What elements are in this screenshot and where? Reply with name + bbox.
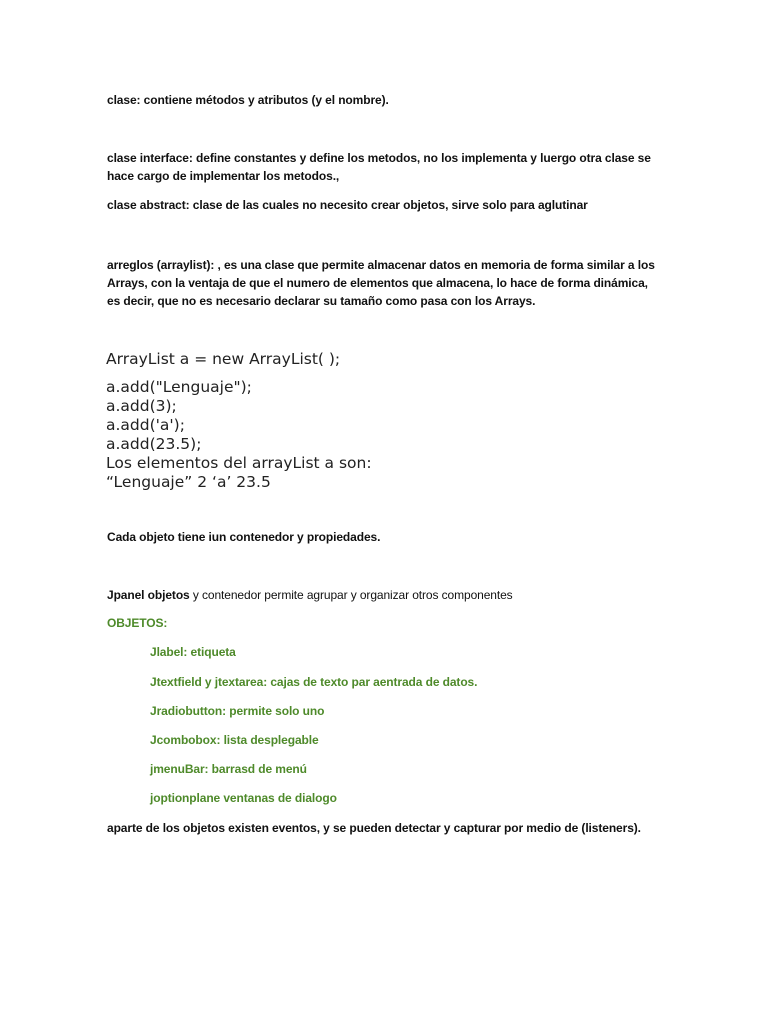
- paragraph-cada-objeto: Cada objeto tiene iun contenedor y propiedades.: [107, 530, 381, 544]
- objetos-heading: OBJETOS:: [107, 616, 168, 630]
- objetos-item-jmenubar: jmenuBar: barrasd de menú: [150, 762, 307, 776]
- jpanel-bold-text: Jpanel objetos: [107, 588, 190, 602]
- paragraph-arreglos-line-2: Arrays, con la ventaja de que el numero de elementos que almacena, lo hace de forma dinámica,: [107, 276, 648, 290]
- paragraph-arreglos-line-1: arreglos (arraylist): , es una clase que permite almacenar datos en memoria de forma similar a los: [107, 258, 655, 272]
- code-elements-values: “Lenguaje” 2 ‘a’ 23.5: [106, 473, 271, 491]
- paragraph-clase: clase: contiene métodos y atributos (y el nombre).: [107, 93, 389, 107]
- code-add-3: a.add(3);: [106, 397, 177, 415]
- objetos-item-jradiobutton: Jradiobutton: permite solo uno: [150, 704, 325, 718]
- paragraph-arreglos-line-3: es decir, que no es necesario declarar su tamaño como pasa con los Arrays.: [107, 294, 536, 308]
- objetos-item-jlabel: Jlabel: etiqueta: [150, 645, 236, 659]
- objetos-item-jtextfield: Jtextfield y jtextarea: cajas de texto par aentrada de datos.: [150, 675, 478, 689]
- code-elements-label: Los elementos del arrayList a son:: [106, 454, 372, 472]
- code-add-23-5: a.add(23.5);: [106, 435, 202, 453]
- jpanel-rest-text: y contenedor permite agrupar y organizar otros componentes: [189, 588, 513, 602]
- paragraph-jpanel: [107, 586, 513, 604]
- objetos-item-jcombobox: Jcombobox: lista desplegable: [150, 733, 319, 747]
- code-add-a: a.add('a');: [106, 416, 185, 434]
- paragraph-interface-line-2: hace cargo de implementar los metodos.,: [107, 169, 340, 183]
- code-add-lenguaje: a.add("Lenguaje");: [106, 378, 252, 396]
- paragraph-interface-line-1: clase interface: define constantes y define los metodos, no los implementa y luergo otra clase se: [107, 151, 651, 165]
- code-declaration: ArrayList a = new ArrayList( );: [106, 350, 341, 368]
- objetos-item-joptionplane: joptionplane ventanas de dialogo: [150, 791, 337, 805]
- paragraph-eventos: aparte de los objetos existen eventos, y se pueden detectar y capturar por medio de (listeners).: [107, 821, 641, 835]
- paragraph-abstract: clase abstract: clase de las cuales no necesito crear objetos, sirve solo para aglutinar: [107, 198, 588, 212]
